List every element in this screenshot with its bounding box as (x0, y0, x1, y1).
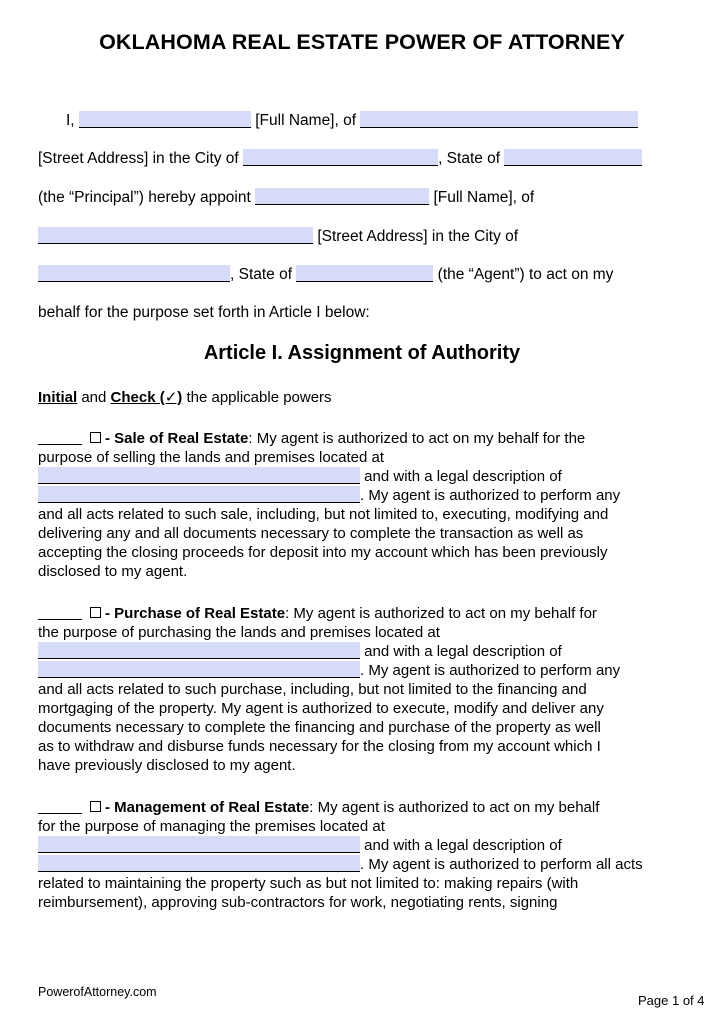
body-line-management-2: reimbursement), approving sub-contractors for work, negotiating rents, signing (38, 894, 558, 911)
legal-label-management: and with a legal description of (364, 837, 562, 854)
agent-act-label: (the “Agent”) to act on my (437, 266, 614, 283)
section-heading-sale: Sale of Real Estate (114, 430, 249, 447)
legal-label-purchase: and with a legal description of (364, 643, 562, 660)
principal-name-field[interactable] (79, 111, 251, 128)
footer-page-number: Page 1 of 4 (638, 993, 705, 1008)
street-city-label-2: [Street Address] in the City of (317, 228, 519, 245)
full-name-label-2: [Full Name], of (433, 189, 535, 206)
section-sale: - Sale of Real Estate: My agent is authorized to act on my behalf for the purpose of selling the lands and premises located at and with a legal description of . My agent is authorized to perform any and all acts related to such sale, including, but not limited to, executing, modifying and delivering any and all documents necessary to complete the transaction as well as accepting the closing proceeds for deposit into my account which has been previously disclosed to my agent. (38, 430, 621, 580)
body-line-sale-1: and all acts related to such sale, including, but not limited to, executing, modifying and (38, 506, 609, 523)
perform-label-purchase: . My agent is authorized to perform any (360, 662, 621, 679)
agent-state-field[interactable] (296, 265, 433, 282)
principal-appoint-label: (the “Principal”) hereby appoint (38, 189, 251, 206)
document-title: OKLAHOMA REAL ESTATE POWER OF ATTORNEY (99, 30, 625, 54)
principal-state-field[interactable] (504, 149, 642, 166)
initial-blank-purchase[interactable] (38, 605, 82, 620)
body-line-purchase-4: as to withdraw and disburse funds necessary for the closing from my account which I (38, 738, 601, 755)
section-purchase: - Purchase of Real Estate: My agent is authorized to act on my behalf for the purpose of purchasing the lands and premises located at and with a legal description of . My agent is authorized to perform any and all acts related to such purchase, including, but not limited to the financing and mortgaging of the property. My agent is authorized to execute, modify and deliver any documents necessary to complete the financing and purchase of the property as well as to withdraw and disburse funds necessary for the closing from my account which I have previously disclosed to my agent. (38, 605, 621, 774)
intro-line-4 (38, 227, 518, 246)
location-field-purchase[interactable] (38, 642, 360, 659)
perform-label-sale: . My agent is authorized to perform any (360, 487, 621, 504)
body-line-purchase-1: and all acts related to such purchase, including, but not limited to the financing and (38, 681, 587, 698)
section-line1-sale: : My agent is authorized to act on my behalf for the (248, 430, 586, 447)
perform-label-management: . My agent is authorized to perform all acts (360, 856, 643, 873)
instruction-line (38, 389, 332, 407)
legal-field-purchase[interactable] (38, 661, 360, 678)
legal-field-sale[interactable] (38, 486, 360, 503)
body-line-purchase-2: mortgaging of the property. My agent is authorized to execute, modify and deliver any (38, 700, 604, 717)
legal-label-sale: and with a legal description of (364, 468, 562, 485)
instruction-rest: the applicable powers (182, 389, 332, 406)
and-word: and (77, 389, 111, 406)
initial-blank-sale[interactable] (38, 430, 82, 445)
section-heading-management: Management of Real Estate (114, 799, 310, 816)
street-city-label-1: [Street Address] in the City of (38, 150, 239, 167)
initial-blank-management[interactable] (38, 799, 82, 814)
agent-city-field[interactable] (38, 265, 230, 282)
intro-line-1 (66, 111, 638, 130)
section-line2-sale: purpose of selling the lands and premises located at (38, 449, 385, 466)
check-word: Check (✓) (110, 389, 183, 406)
body-line-sale-2: delivering any and all documents necessary to complete the transaction as well as (38, 525, 584, 542)
intro-line-5 (38, 265, 613, 284)
section-line1-purchase: : My agent is authorized to act on my behalf for (285, 605, 597, 622)
intro-i: I, (66, 112, 75, 129)
article-heading: Article I. Assignment of Authority (203, 342, 521, 364)
body-line-purchase-3: documents necessary to complete the financing and purchase of the property as well (38, 719, 601, 736)
checkbox-management[interactable] (90, 801, 101, 812)
body-line-sale-3: accepting the closing proceeds for deposit into my account which has been previously (38, 544, 608, 561)
initial-word: Initial (38, 389, 78, 406)
location-field-management[interactable] (38, 836, 360, 853)
principal-city-field[interactable] (243, 149, 438, 166)
body-line-purchase-5: have previously disclosed to my agent. (38, 757, 296, 774)
section-heading-purchase: Purchase of Real Estate (114, 605, 286, 622)
checkbox-sale[interactable] (90, 432, 101, 443)
intro-line-3 (38, 188, 534, 207)
agent-street-field[interactable] (38, 227, 313, 244)
section-line2-purchase: the purpose of purchasing the lands and premises located at (38, 624, 440, 641)
section-management: - Management of Real Estate: My agent is authorized to act on my behalf for the purpose of managing the premises located at and with a legal description of . My agent is authorized to perform all acts related to maintaining the property such as but not limited to: making repairs (with reimbursement), approving sub-contractors for work, negotiating rents, signing (38, 799, 643, 911)
body-line-management-1: related to maintaining the property such as but not limited to: making repairs (with (38, 875, 579, 892)
location-field-sale[interactable] (38, 467, 360, 484)
body-line-sale-4: disclosed to my agent. (38, 563, 188, 580)
section-line2-management: for the purpose of managing the premises located at (38, 818, 385, 835)
state-label-1: , State of (438, 150, 501, 167)
checkbox-purchase[interactable] (90, 607, 101, 618)
state-label-2: , State of (230, 266, 293, 283)
footer-site: PowerofAttorney.com (38, 985, 157, 999)
section-line1-management: : My agent is authorized to act on my behalf (309, 799, 600, 816)
full-name-label-1: [Full Name], of (255, 112, 357, 129)
intro-line-6: behalf for the purpose set forth in Article I below: (38, 304, 370, 321)
legal-field-management[interactable] (38, 855, 360, 872)
intro-line-2 (38, 149, 642, 168)
agent-name-field[interactable] (255, 188, 429, 205)
principal-street-field[interactable] (360, 111, 638, 128)
